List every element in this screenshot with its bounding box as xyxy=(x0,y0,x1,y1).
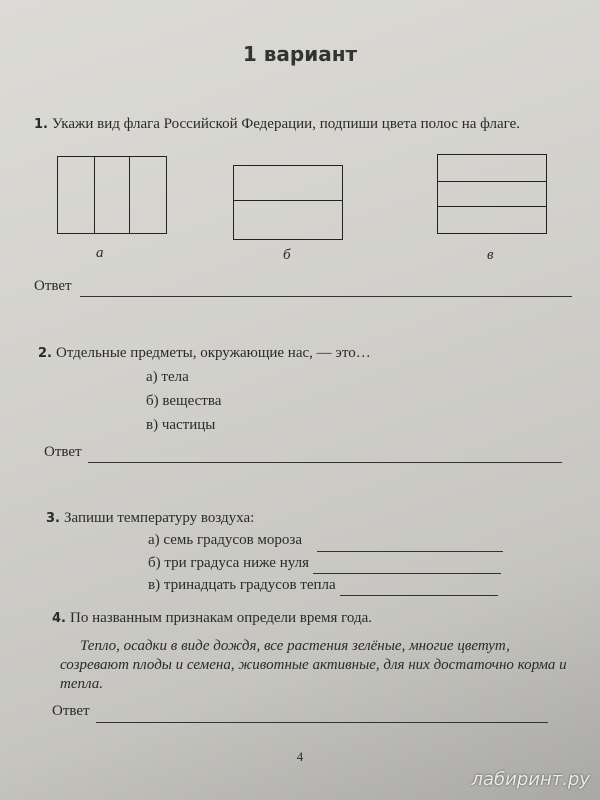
answer-line-4[interactable] xyxy=(96,722,548,723)
question-3 xyxy=(46,510,254,527)
flag-b-stripe-divider xyxy=(234,200,342,201)
question-2-option-c: в) частицы xyxy=(146,417,216,433)
question-1 xyxy=(34,116,520,133)
answer-line-2[interactable] xyxy=(88,462,562,463)
question-2-text: Отдельные предметы, окружающие нас, — это… xyxy=(55,345,371,361)
question-3-option-a: а) семь градусов мороза xyxy=(148,532,302,548)
publisher-watermark: лабиринт.ру xyxy=(471,769,590,790)
question-2 xyxy=(38,345,371,362)
question-2-number: 2. xyxy=(38,346,52,361)
flag-label-v: в xyxy=(487,247,494,263)
flag-a-stripe-divider xyxy=(129,157,130,233)
flag-label-a: а xyxy=(96,245,104,261)
answer-label-4: Ответ xyxy=(52,703,90,719)
answer-line-3a[interactable] xyxy=(317,551,503,552)
question-3-text: Запиши температуру воздуха: xyxy=(63,510,255,526)
question-4-description: Тепло, осадки в виде дождя, все растения зелёные, многие цветут, созревают плоды и семена, животные активные, для них достаточно корма и тепла. xyxy=(60,638,567,692)
question-3-option-b: б) три градуса ниже нуля xyxy=(148,555,309,571)
page-number: 4 xyxy=(296,749,304,764)
question-4-text: По названным признакам определи время года. xyxy=(69,610,373,626)
flag-option-v xyxy=(437,154,547,234)
flag-a-stripe-divider xyxy=(94,157,95,233)
answer-label-2: Ответ xyxy=(44,444,82,460)
answer-line-3b[interactable] xyxy=(313,573,501,574)
question-4 xyxy=(52,610,372,627)
flag-v-stripe-divider xyxy=(438,206,546,207)
flag-label-b: б xyxy=(283,247,291,263)
question-1-number: 1. xyxy=(34,117,48,132)
question-4-number: 4. xyxy=(52,611,66,626)
question-1-text: Укажи вид флага Российской Федерации, подпиши цвета полос на флаге. xyxy=(51,116,521,132)
page-title: 1 вариант xyxy=(242,42,358,66)
flag-option-b xyxy=(233,165,343,240)
question-3-option-c: в) тринадцать градусов тепла xyxy=(148,577,336,593)
answer-label-1: Ответ xyxy=(34,278,72,294)
flag-option-a xyxy=(57,156,167,234)
question-2-option-b: б) вещества xyxy=(146,393,222,409)
answer-line-1[interactable] xyxy=(80,296,572,297)
answer-line-3c[interactable] xyxy=(340,595,498,596)
question-3-number: 3. xyxy=(46,511,60,526)
flag-v-stripe-divider xyxy=(438,181,546,182)
question-2-option-a: а) тела xyxy=(146,369,189,385)
